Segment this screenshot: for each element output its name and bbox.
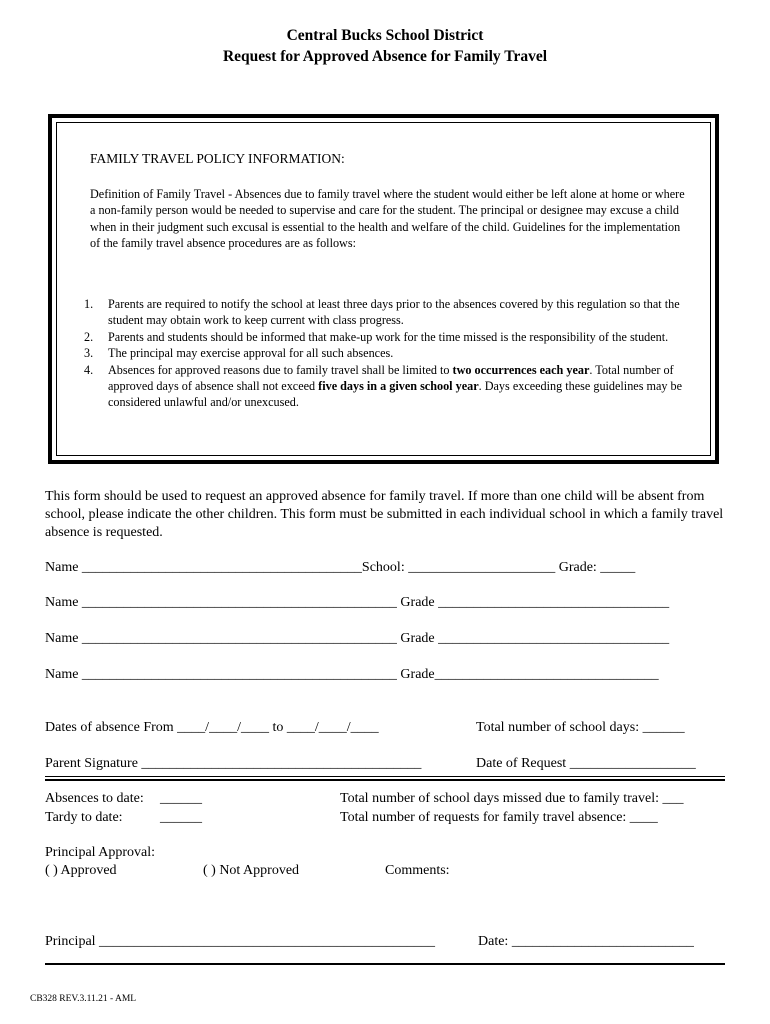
list-text-post: . Days exceeding these guidelines may be considered unlawful and/or unexcused. xyxy=(108,379,683,410)
requests-count-field[interactable]: Total number of requests for family travel absence: ____ xyxy=(340,810,658,825)
tardy-to-date-field[interactable]: ______ xyxy=(160,810,202,825)
policy-heading: FAMILY TRAVEL POLICY INFORMATION: xyxy=(90,151,345,166)
list-text: The principal may exercise approval for all such absences. xyxy=(108,346,394,361)
form-title: Request for Approved Absence for Family Travel xyxy=(222,48,548,65)
student-row-1[interactable]: Name ________________________________________School: _____________________ Grade: _____ xyxy=(45,560,636,575)
list-text-bold-occurrences: two occurrences each year xyxy=(452,362,590,377)
principal-signature-field[interactable]: Principal ________________________________________________ xyxy=(45,934,436,949)
list-item xyxy=(84,329,696,345)
student-row-2[interactable]: Name _____________________________________________ Grade _________________________________ xyxy=(45,595,670,610)
date-of-request-field[interactable]: Date of Request __________________ xyxy=(476,756,696,771)
list-text-pre: Absences for approved reasons due to family travel shall be limited to xyxy=(108,362,453,377)
list-item xyxy=(84,296,696,329)
not-approved-checkbox[interactable]: ( ) Not Approved xyxy=(203,863,300,878)
list-text-bold-days: five days in a given school year xyxy=(318,379,479,394)
days-missed-field[interactable]: Total number of school days missed due to family travel: ___ xyxy=(340,791,684,806)
district-title: Central Bucks School District xyxy=(286,27,484,44)
dates-of-absence-field[interactable]: Dates of absence From ____/____/____ to ____/____/____ xyxy=(45,720,379,735)
principal-date-field[interactable]: Date: __________________________ xyxy=(478,934,694,949)
divider xyxy=(45,963,725,965)
student-row-4[interactable]: Name _____________________________________________ Grade________________________________ xyxy=(45,667,659,682)
policy-guidelines-list xyxy=(84,296,696,411)
parent-signature-field[interactable]: Parent Signature ________________________________________ xyxy=(45,756,422,771)
divider xyxy=(45,779,725,781)
policy-definition: Definition of Family Travel - Absences due to family travel where the student would either be left alone at home or where a non-family person would be needed to supervise and care for the student. The principal or designee may excuse a child when in their judgment such excusal is essential to the health and welfare of the child. Guidelines for the implementation of the family travel absence procedures are as follows: xyxy=(90,187,685,251)
absences-to-date-field[interactable]: ______ xyxy=(160,791,202,806)
form-revision-code: CB328 REV.3.11.21 - AML xyxy=(30,994,137,1004)
list-number: 1. xyxy=(84,297,94,311)
list-text: Parents are required to notify the school at least three days prior to the absences covered by this regulation so that the student may obtain work to keep current with class progress. xyxy=(108,297,680,328)
list-number: 3. xyxy=(84,346,94,361)
principal-approval-label: Principal Approval: xyxy=(45,845,156,860)
divider xyxy=(45,776,725,777)
tardy-to-date-label: Tardy to date: xyxy=(45,810,123,825)
list-item xyxy=(84,362,696,411)
list-number: 2. xyxy=(84,329,94,344)
absences-to-date-label: Absences to date: xyxy=(45,791,144,806)
total-school-days-field[interactable]: Total number of school days: ______ xyxy=(476,720,685,735)
student-row-3[interactable]: Name _____________________________________________ Grade _________________________________ xyxy=(45,631,670,646)
list-text-mid: . Total number of approved days of absence shall not exceed xyxy=(108,362,674,394)
list-text: Parents and students should be informed that make-up work for the time missed is the responsibility of the student. xyxy=(108,329,669,344)
intro-paragraph: This form should be used to request an approved absence for family travel. If more than one child will be absent from school, please indicate the other children. This form must be submitted in each individual school in which a family travel absence is requested. xyxy=(45,489,724,540)
list-item xyxy=(84,345,696,361)
approved-checkbox[interactable]: ( ) Approved xyxy=(45,863,117,878)
comments-label: Comments: xyxy=(385,863,450,878)
list-number: 4. xyxy=(84,362,94,377)
